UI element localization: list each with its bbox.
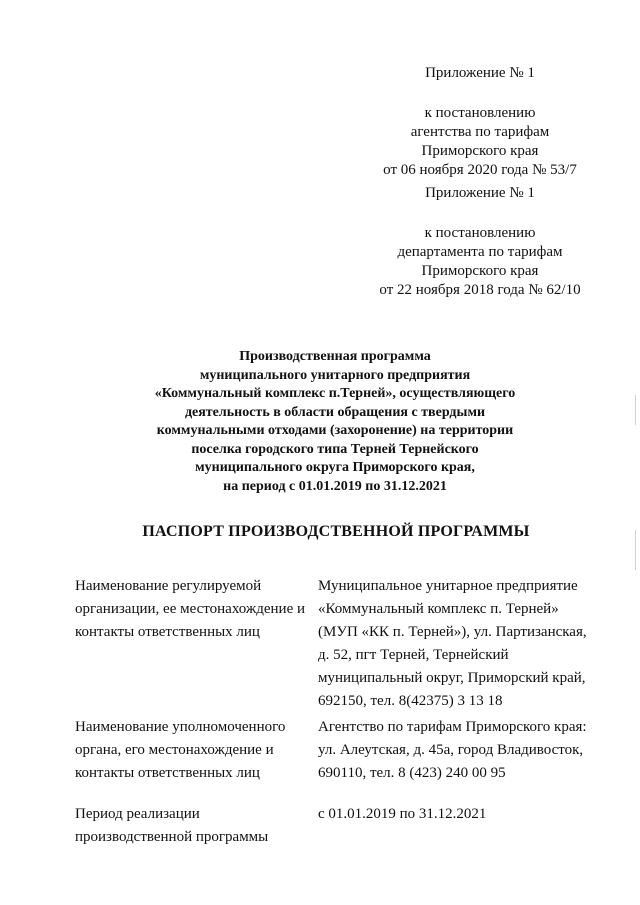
passport-value [318,716,600,785]
appendix-title: Приложение № 1 [425,185,535,201]
label-line: контакты ответственных лиц [75,624,260,640]
label-line: органа, его местонахождение и [75,742,274,758]
label-line: производственной программы [75,829,269,845]
value-line: Муниципальное унитарное предприятие [318,578,578,594]
appendix-line: к постановлению [424,225,536,241]
passport-label [75,803,307,849]
program-title-line: муниципального округа Приморского края, [195,460,475,475]
label-line: контакты ответственных лиц [75,765,260,781]
value-line: ул. Алеутская, д. 45а, город Владивосток, [318,742,584,758]
value-line: «Коммунальный комплекс п. Терней» [318,601,559,617]
appendix-line: к постановлению [424,105,536,121]
program-title-line: муниципального унитарного предприятия [199,367,471,383]
label-line: Наименование уполномоченного [75,719,286,735]
value-line: 690110, тел. 8 (423) 240 00 95 [318,765,506,781]
value-line: д. 52, пгт Терней, Тернейский [318,647,509,663]
appendix-block-2020 [340,64,620,180]
passport-label [75,716,307,785]
program-title [100,348,570,496]
appendix-line: от 06 ноября 2020 года № 53/7 [383,162,577,178]
appendix-line: от 22 ноября 2018 года № 62/10 [379,282,581,298]
passport-value [318,803,600,826]
scan-artifact [635,530,636,570]
program-title-line: деятельность в области обращения с твердыми [184,404,486,420]
passport-label [75,575,307,644]
program-title-line: коммунальными отходами (захоронение) на территории [156,423,514,438]
scan-artifact [635,395,636,425]
appendix-line: Приморского края [421,143,539,159]
program-title-line: поселка городского типа Терней Тернейского [191,441,479,457]
program-title-line: «Коммунальный комплекс п.Терней», осуществляющего [154,386,516,401]
value-line: с 01.01.2019 по 31.12.2021 [318,806,487,822]
appendix-line: Приморского края [421,263,539,279]
program-title-line: на период с 01.01.2019 по 31.12.2021 [223,478,447,494]
label-line: Наименование регулируемой [75,578,262,594]
passport-heading: ПАСПОРТ ПРОИЗВОДСТВЕННОЙ ПРОГРАММЫ [142,523,530,540]
passport-value [318,575,600,713]
value-line: (МУП «КК п. Терней»), ул. Партизанская, [318,624,587,640]
value-line: 692150, тел. 8(42375) 3 13 18 [318,693,503,709]
value-line: Агентство по тарифам Приморского края: [318,719,587,735]
appendix-block-2018 [340,184,620,300]
program-title-line: Производственная программа [239,349,431,364]
label-line: Период реализации [75,806,200,822]
value-line: муниципальный округ, Приморский край, [318,670,586,686]
appendix-line: агентства по тарифам [410,124,550,140]
label-line: организации, ее местонахождение и [75,601,306,617]
appendix-line: департамента по тарифам [397,244,563,260]
appendix-title: Приложение № 1 [425,65,535,81]
